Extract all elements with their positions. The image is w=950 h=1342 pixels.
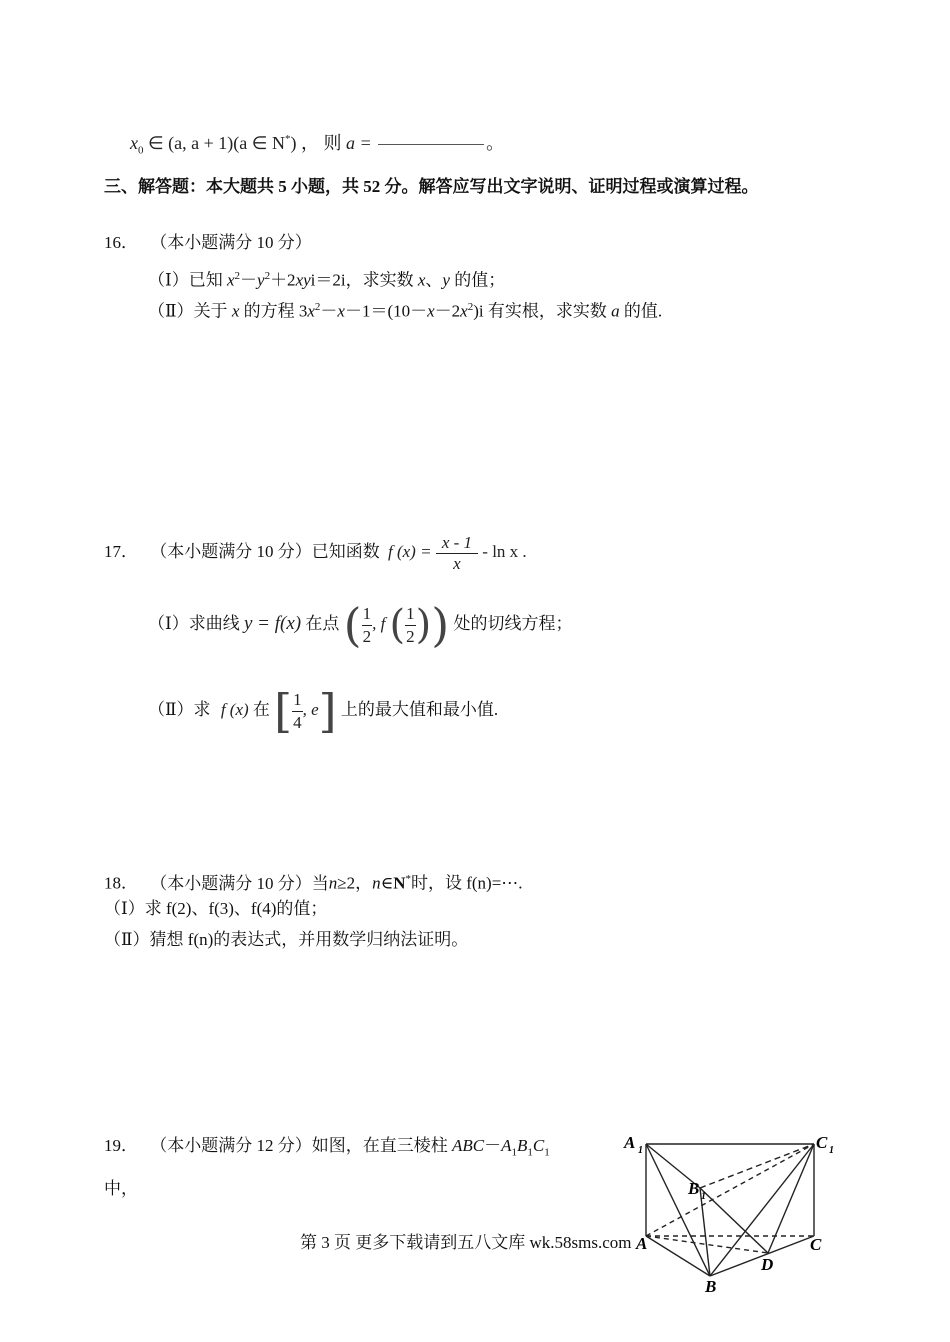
q16-part2-a-var: a [611, 301, 620, 321]
q17-part2-end: 上的最大值和最小值. [340, 700, 499, 719]
label-C: C [810, 1235, 822, 1254]
q16-part1 [148, 265, 505, 292]
q18-number: 18． [104, 873, 138, 893]
q15-interval: ∈ (a, a + 1)(a ∈ N [148, 133, 285, 153]
q17-bracket-close: ] [318, 684, 337, 739]
q15-x0-sub: 0 [138, 144, 144, 157]
q16-exp: 2 [234, 270, 241, 282]
q17-big-paren-open: ( [343, 598, 362, 653]
q16-part2-x5: x [460, 301, 468, 321]
q16-part2-x3: x [337, 301, 345, 321]
q16-part2-x4: x [427, 301, 435, 321]
q16-var-x: x [226, 270, 235, 290]
q16-eq: i＝2i，求实数 [310, 270, 418, 290]
q16-part2-sq: 2 [314, 301, 321, 313]
q16-part2-c: － [320, 301, 338, 321]
q18-header-line [104, 868, 523, 895]
q18-part1: （Ⅰ）求 f(2)、f(3)、f(4)的值； [104, 899, 328, 918]
q16-part2-d: －1＝(10－ [344, 301, 428, 321]
q16-plus: ＋2 [270, 270, 296, 290]
q16-part1-text: 已知 [188, 270, 227, 290]
q19-sub-a: 1 [511, 1146, 517, 1159]
q16-var-xy: xy [295, 270, 311, 290]
q17-paren2-open: ( [389, 602, 406, 649]
q18-star: * [405, 873, 411, 885]
q17-frac-num: x - 1 [436, 533, 478, 554]
q16-part2-end: 的值. [619, 301, 663, 321]
q17-part2-e: , e [302, 700, 319, 719]
label-A1: A [624, 1133, 636, 1152]
q17-frac-quarter [292, 689, 303, 734]
q16-var-x2: x [417, 270, 426, 290]
q17-tail: - ln x . [482, 542, 527, 561]
q17-part1-label: （Ⅰ）求曲线 [148, 614, 240, 633]
q19-a1: A [501, 1136, 512, 1155]
q16-part1-label: （Ⅰ） [148, 270, 189, 290]
q17-part1-x: (x) [280, 613, 302, 634]
label-B: B [705, 1277, 717, 1296]
q16-part2-f: )i 有实根，求实数 [473, 301, 612, 321]
label-B1: B [688, 1179, 700, 1198]
q17-header: （本小题满分 10 分）已知函数 [150, 542, 380, 561]
q16-var-y2: y [442, 270, 450, 290]
q16-part2-label: （Ⅱ） [148, 301, 194, 321]
q17-frac-half2 [405, 603, 416, 648]
q17-fraction [436, 533, 478, 574]
q16-header-line [104, 232, 312, 254]
q17-part1-y: y = f [243, 613, 281, 634]
q17-part2-in: 在 [252, 700, 270, 719]
q19-line2: 中， [104, 1179, 138, 1198]
q17-number: 17． [104, 542, 138, 561]
q18-in: ∈ [380, 873, 394, 893]
label-A1-sub: 1 [638, 1145, 643, 1156]
q16-part1-end: 的值； [449, 270, 506, 290]
q17-fx: f (x) = [388, 542, 432, 561]
q16-exp2: 2 [264, 270, 271, 282]
prism-figure [618, 1126, 848, 1298]
q16-part2-a: 关于 [193, 301, 232, 321]
q15-end: 。 [486, 133, 505, 153]
q17-quarter-den: 4 [293, 712, 302, 732]
label-A: A [636, 1234, 648, 1253]
q17-part1 [148, 596, 572, 653]
q17-quarter-num: 1 [292, 689, 303, 712]
q16-part2-sq2: 2 [467, 301, 474, 313]
q17-half-den: 2 [362, 626, 372, 646]
q16-number: 16． [104, 233, 138, 252]
q17-header-line [104, 530, 527, 574]
q15-x0: x [130, 133, 138, 153]
q17-part2 [148, 682, 498, 739]
q17-half-num2: 1 [405, 603, 416, 626]
q19-dash: － [484, 1136, 502, 1155]
q15-close: ) [290, 133, 297, 153]
q17-part1-at: 在点 [305, 614, 340, 633]
q19-header: （本小题满分 12 分）如图，在直三棱柱 [150, 1136, 452, 1155]
q18-n1: n [328, 873, 338, 893]
q17-half-den2: 2 [406, 626, 415, 646]
q17-part1-f: , f [372, 614, 386, 633]
q15-a-eq: a = [345, 133, 372, 153]
q15-answer-blank [378, 144, 484, 145]
q19-header-line [104, 1135, 550, 1163]
line-ac1 [646, 1144, 814, 1236]
q19-number: 19． [104, 1136, 138, 1155]
q17-frac-den: x [453, 553, 461, 573]
q15-tail-line [130, 128, 504, 162]
page-footer: 第 3 页 更多下载请到五八文库 wk.58sms.com [300, 1233, 632, 1252]
line-b1d [700, 1188, 768, 1253]
q16-part2-x2: x [307, 301, 315, 321]
q15-comma: ， [300, 133, 319, 153]
q17-part2-label: （Ⅱ）求 [148, 700, 211, 719]
q17-paren2-close: ) [415, 602, 432, 649]
q18-ge: ≥2， [337, 873, 373, 893]
q17-big-paren-close: ) [431, 598, 450, 653]
q17-half-num: 1 [362, 603, 373, 626]
q18-n2: n [372, 873, 381, 893]
label-C1: C [816, 1133, 828, 1152]
q19-sub-c: 1 [544, 1146, 550, 1159]
q17-part2-fx: f (x) [220, 700, 249, 719]
q18-rest: 时，设 f(n)=⋯. [410, 873, 523, 893]
q19-prism-abc: ABC [452, 1136, 485, 1155]
q16-part2-b: 的方程 3 [239, 301, 308, 321]
q16-sep: 、 [425, 270, 443, 290]
q16-part2-x: x [231, 301, 240, 321]
q16-var-y: y [257, 270, 265, 290]
label-D: D [761, 1255, 774, 1274]
q16-part2-e: －2 [434, 301, 461, 321]
q17-frac-half [362, 603, 373, 648]
q18-part2: （Ⅱ）猜想 f(n)的表达式，并用数学归纳法证明。 [104, 930, 469, 949]
q16-header: （本小题满分 10 分） [150, 233, 312, 252]
q18-N: N [393, 873, 406, 893]
q15-then: 则 [323, 133, 342, 153]
section3-title: 三、解答题：本大题共 5 小题，共 52 分。解答应写出文字说明、证明过程或演算过程。 [104, 177, 759, 196]
label-B1-sub: 1 [701, 1191, 706, 1202]
q19-b1: B [517, 1136, 528, 1155]
q16-part2 [148, 296, 662, 323]
q17-part1-end: 处的切线方程； [453, 614, 573, 633]
q16-minus: － [240, 270, 258, 290]
q15-star: * [284, 133, 291, 145]
q19-sub-b: 1 [527, 1146, 533, 1159]
label-C1-sub: 1 [829, 1145, 834, 1156]
q19-c1: C [532, 1136, 545, 1155]
q18-header: （本小题满分 10 分）当 [150, 873, 329, 893]
q17-bracket-open: [ [274, 684, 293, 739]
